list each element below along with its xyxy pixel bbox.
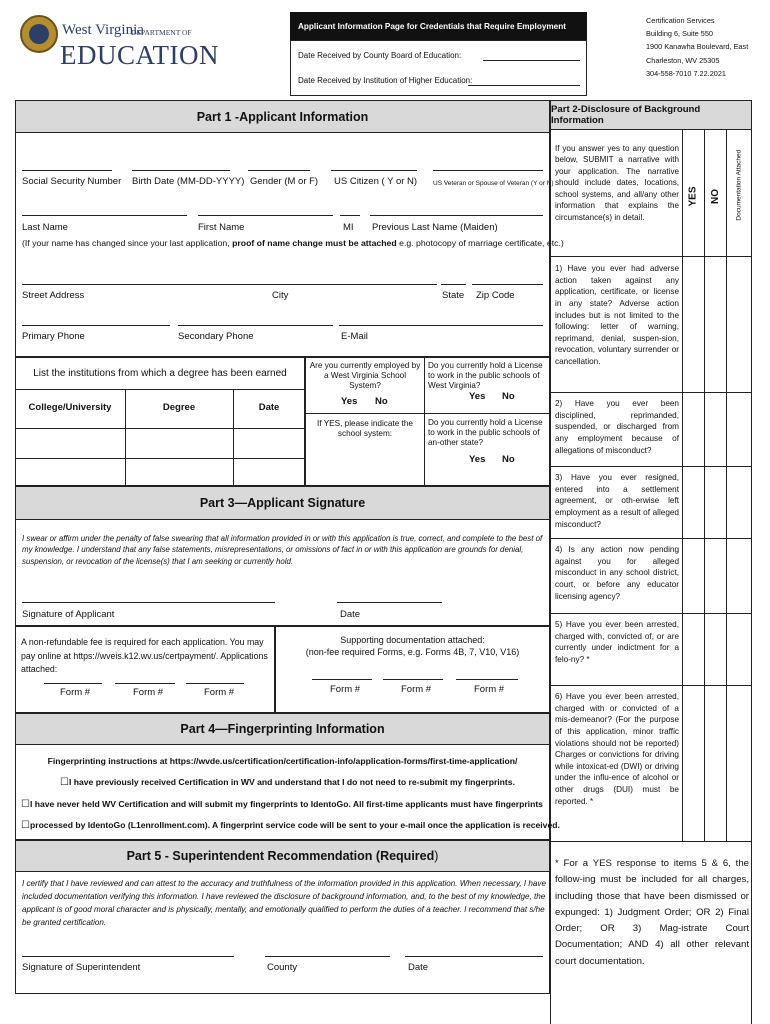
gender-label: Gender (M or F) (250, 176, 319, 187)
col-doc-header: Documentation Attached (735, 150, 743, 221)
state-field[interactable] (441, 284, 466, 285)
ssn-field[interactable] (22, 170, 112, 171)
q6-yes-cell[interactable] (683, 686, 704, 841)
prev-last-label: Previous Last Name (Maiden) (372, 222, 498, 233)
q3-yes-cell[interactable] (683, 467, 704, 538)
secondary-phone-label: Secondary Phone (178, 331, 254, 342)
part4-title: Part 4—Fingerprinting Information (15, 713, 550, 745)
support-heading: Supporting documentation attached: (340, 635, 485, 645)
fee-form-3[interactable]: Form # (204, 687, 235, 698)
institution-row-2[interactable] (16, 459, 304, 485)
name-note-a: (If your name has changed since your last application, (22, 238, 230, 248)
q5-no-cell[interactable] (705, 614, 726, 685)
part2-title: Part 2-Disclosure of Background Information (550, 100, 752, 130)
opt2a-label: I have never held WV Certification and will submit my fingerprints to IdentoGo. All first-time applicants must have fingerprints (29, 799, 543, 809)
applicant-signature-label: Signature of Applicant (22, 609, 115, 620)
col-college: College/University (28, 402, 112, 413)
q-license-wv-yes[interactable]: Yes (469, 391, 486, 402)
col-yes-header: YES (687, 185, 699, 207)
q1-yes-cell[interactable] (683, 257, 704, 392)
fingerprint-option-2[interactable] (21, 799, 543, 811)
opt1-label: I have previously received Certification in WV and understand that I do not need to re-submit my fingerprints. (68, 777, 515, 787)
q5-yes-cell[interactable] (683, 614, 704, 685)
part1-title: Part 1 -Applicant Information (15, 100, 550, 133)
mi-label: MI (343, 222, 354, 233)
address-line: Certification Services (646, 16, 715, 25)
fee-form-1[interactable]: Form # (60, 687, 91, 698)
part5-title-paren: ) (434, 849, 439, 863)
address-line: 304-558-7010 7.22.2021 (646, 68, 726, 78)
institution-row-1[interactable] (16, 429, 304, 457)
name-note-b: proof of name change must be attached (232, 238, 397, 248)
checkbox-previous-cert[interactable]: ☐ (60, 777, 69, 788)
checkbox-identogo[interactable]: ☐ (21, 820, 30, 831)
q1-no-cell[interactable] (705, 257, 726, 392)
q-employed: Are you currently employed by a West Virginia School System? (309, 361, 421, 390)
logo-dept-text: DEPARTMENT OF (131, 28, 192, 37)
form-title-bar (290, 12, 587, 40)
q4-no-cell[interactable] (705, 539, 726, 613)
part3-title: Part 3—Applicant Signature (15, 486, 550, 520)
part2-footnote: * For a YES response to items 5 & 6, the follow-ing must be included for all charges, including those that have been dismissed or expunged: 1) Judgment Order; OR 2) Final Order; OR 3) Mag-istrate Court Documentation; AND 4) all other relevant court documentation. (555, 858, 749, 967)
date-county-field[interactable] (483, 60, 580, 61)
question-6: 6) Have you ever been arrested, charged with or convicted of a mis-demeanor? (For the purpose of this application, minor traffic violations should not be reported) Charges or convictions for driving while intoxicat-ed (DWI) or driving under the influ-ence of alcohol or other drugs (DUI) must be reported. * (555, 692, 679, 806)
checkbox-never-held[interactable]: ☐ (21, 799, 30, 810)
fingerprint-option-2b (21, 820, 560, 832)
fingerprint-instructions: Fingerprinting instructions at https://wvde.us/certification/certification-info/application-forms/first-time-application/ (47, 756, 518, 766)
q1-doc-cell[interactable] (727, 257, 751, 392)
question-5: 5) Have you ever been arrested, charged with, convicted of, or are currently under indictment for a felo-ny? * (555, 620, 679, 664)
form-title: Applicant Information Page for Credentials that Require Employment (298, 21, 566, 31)
q6-no-cell[interactable] (705, 686, 726, 841)
address-line: Building 6, Suite 550 (646, 29, 713, 39)
q-license-other: Do you currently hold a License to work in the public schools of an-other state? (428, 418, 543, 447)
gender-field[interactable] (248, 170, 310, 171)
q-employed-yes[interactable]: Yes (341, 396, 358, 407)
part2-intro: If you answer yes to any question below, SUBMIT a narrative with your application. The narrative should include dates, locations, school systems, and all/any other information that explains the circumstance(s) in detail. (555, 144, 679, 222)
name-change-note (22, 238, 564, 248)
street-label: Street Address (22, 290, 85, 301)
part5-title-main: Part 5 - Superintendent Recommendation (Required (126, 849, 435, 863)
q2-doc-cell[interactable] (727, 393, 751, 466)
institutions-heading: List the institutions from which a degree has been earned (33, 368, 287, 379)
superintendent-date-field[interactable] (405, 956, 543, 957)
date-institution-label: Date Received by Institution of Higher Education: (298, 76, 473, 85)
col-degree: Degree (162, 402, 196, 413)
veteran-label: US Veteran or Spouse of Veteran (Y or N) (433, 180, 554, 187)
address-line: Charleston, WV 25305 (646, 55, 720, 65)
opt2b-label: processed by IdentoGo (L1enrollment.com). A fingerprint service code will be sent to your e-mail once the application is received. (29, 820, 560, 830)
support-form-1[interactable]: Form # (330, 684, 361, 695)
col-date: Date (258, 402, 280, 413)
question-3: 3) Have you ever resigned, entered into a settlement agreement, or oth-erwise left employment as a result of alleged misconduct? (555, 473, 679, 529)
q-license-wv: Do you currently hold a License to work in the public schools of West Virginia? (428, 361, 543, 390)
secondary-phone-field[interactable] (178, 325, 333, 326)
q4-doc-cell[interactable] (727, 539, 751, 613)
date-institution-field[interactable] (468, 85, 580, 86)
last-name-field[interactable] (22, 215, 187, 216)
email-label: E-Mail (341, 331, 368, 342)
question-1: 1) Have you ever had adverse action taken against any application, certificate, or license in any state? Adverse action includes but is not limited to the following: letter of warning, reprimand, denial, suspen-sion, revocation, voluntary surrender or cancellation. (555, 264, 679, 367)
wv-seal-logo (20, 15, 58, 53)
question-4: 4) Is any action now pending against you for alleged misconduct in any school district, court, or before any educator licensing agency? (555, 545, 679, 601)
office-address (646, 14, 748, 80)
q-license-other-no[interactable]: No (502, 454, 515, 465)
q2-no-cell[interactable] (705, 393, 726, 466)
name-note-c: e.g. photocopy of marriage certificate, etc.) (399, 238, 564, 248)
superintendent-certify: I certify that I have reviewed and can attest to the accuracy and truthfulness of the information provided in this application. When necessary, I have included documentation verifying this information. I have reviewed the disclosure of background information, and, to the best of my knowledge, the applicant is of good moral character and is physically, mentally, and emotionally qualified to perform the duties of a teacher. I recommend that s/he be granted certification. (22, 879, 546, 927)
part5-title (15, 840, 550, 872)
applicant-signature-field[interactable] (22, 602, 275, 603)
last-name-label: Last Name (22, 222, 68, 233)
veteran-field[interactable] (433, 170, 543, 171)
q-employed-no[interactable]: No (375, 396, 388, 407)
col-no-header: NO (710, 188, 721, 204)
street-field[interactable] (22, 284, 437, 285)
question-2: 2) Have you ever been disciplined, reprimanded, suspended, or discharged from any employment because of allegations of misconduct? (555, 399, 679, 455)
first-name-field[interactable] (198, 215, 333, 216)
q3-doc-cell[interactable] (727, 467, 751, 538)
ssn-label: Social Security Number (22, 176, 122, 187)
q-indicate: If YES, please indicate the school system: (317, 419, 413, 438)
citizen-field[interactable] (331, 170, 417, 171)
birth-date-label: Birth Date (MM-DD-YYYY) (132, 176, 245, 187)
logo-state-text: West Virginia (62, 22, 144, 38)
city-label: City (272, 290, 289, 301)
q-license-wv-no[interactable]: No (502, 391, 515, 402)
citizen-label: US Citizen ( Y or N) (334, 176, 418, 187)
superintendent-signature-label: Signature of Superintendent (22, 962, 141, 973)
applicant-date-label: Date (340, 609, 361, 620)
primary-phone-field[interactable] (22, 325, 170, 326)
zip-label: Zip Code (476, 290, 515, 301)
address-line: 1900 Kanawha Boulevard, East (646, 42, 749, 52)
superintendent-date-label: Date (408, 962, 429, 973)
q2-yes-cell[interactable] (683, 393, 704, 466)
q6-doc-cell[interactable] (727, 686, 751, 841)
date-county-label: Date Received by County Board of Education: (298, 51, 462, 60)
q3-no-cell[interactable] (705, 467, 726, 538)
email-field[interactable] (339, 325, 543, 326)
fee-note: A non-refundable fee is required for each application. You may pay online at https://wveis.k12.wv.us/certpayment/. Applications attached: (21, 637, 268, 675)
birth-date-field[interactable] (132, 170, 230, 171)
fee-form-2[interactable]: Form # (133, 687, 164, 698)
support-form-2[interactable]: Form # (401, 684, 432, 695)
state-label: State (442, 290, 465, 301)
q-license-other-yes[interactable]: Yes (469, 454, 486, 465)
superintendent-signature-field[interactable] (22, 956, 234, 957)
first-name-label: First Name (198, 222, 245, 233)
fingerprint-option-1[interactable] (60, 777, 515, 789)
date-received-box (290, 40, 587, 96)
zip-field[interactable] (472, 284, 543, 285)
applicant-date-field[interactable] (337, 602, 442, 603)
q5-doc-cell[interactable] (727, 614, 751, 685)
support-subheading: (non-fee required Forms, e.g. Forms 4B, 7, V10, V16) (305, 647, 520, 657)
oath-text: I swear or affirm under the penalty of false swearing that all information provided in or with this application is true, correct, and complete to the best of my knowledge. I understand that any false statements, misrepresentations, or omissions of fact in or with this application are grounds for denial, suspension, or revocation of the license(s) that I am seeking or currently hold. (22, 534, 543, 566)
superintendent-county-label: County (267, 962, 298, 973)
superintendent-county-field[interactable] (265, 956, 390, 957)
q4-yes-cell[interactable] (683, 539, 704, 613)
support-form-3[interactable]: Form # (474, 684, 505, 695)
logo-education-text: EDUCATION (60, 40, 219, 70)
primary-phone-label: Primary Phone (22, 331, 85, 342)
mi-field[interactable] (340, 215, 360, 216)
prev-last-field[interactable] (370, 215, 543, 216)
